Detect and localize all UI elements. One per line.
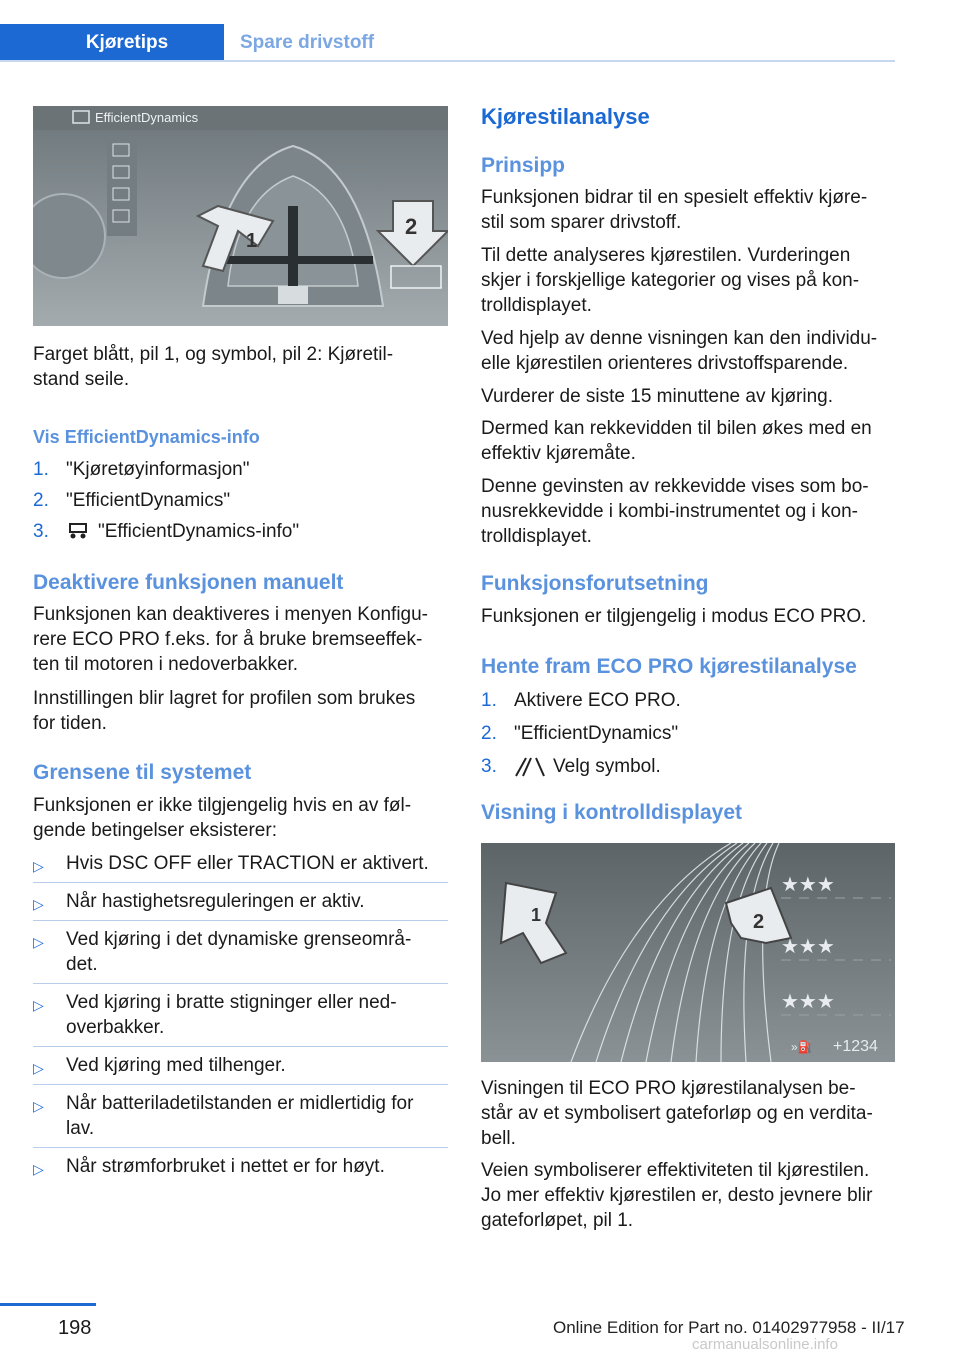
list-item [33,845,448,882]
step-text: "EfficientDynamics" [66,490,231,511]
list-item [481,754,896,787]
text-line: gende betingelser eksisterer: [33,820,277,841]
fetch-steps-list [481,688,896,787]
caption-line: stand seile. [33,369,130,390]
triangle-bullet-icon: ▷ [33,858,44,874]
text-line: Når strømforbruket i nettet er for høyt. [66,1156,385,1177]
list-item [481,688,896,721]
text-line: Til dette analyseres kjørestilen. Vurderingen [481,245,851,266]
triangle-bullet-icon: ▷ [33,1098,44,1114]
text-line: Hvis DSC OFF eller TRACTION er aktivert. [66,853,429,874]
prinsipp-heading: Prinsipp [481,154,566,177]
text-line: Jo mer effektiv kjørestilen er, desto jevnere blir [481,1185,873,1206]
list-item [33,1047,448,1084]
deactivate-heading: Deaktivere funksjonen manuelt [33,571,344,594]
vis-steps-list [33,457,448,550]
text-line: effektiv kjøremåte. [481,443,636,464]
limits-list [33,845,448,1185]
step-text: "EfficientDynamics" [514,723,679,744]
paragraph [481,416,901,466]
paragraph [481,1158,901,1233]
fuel-pump-icon: »⛽ [791,1040,813,1054]
efficientdynamics-figure [33,106,448,326]
list-item [33,457,448,488]
rating-stars-1: ★★★ [781,874,835,896]
list-item [33,984,448,1046]
text-line: Denne gevinsten av rekkevidde vises som bo- [481,476,869,497]
eco-pro-analysis-figure [481,843,895,1062]
text-line: står av et symbolisert gateforløp og en verdita- [481,1103,873,1124]
text-line: Funksjonen bidrar til en spesielt effektiv kjøre- [481,187,868,208]
fetch-heading: Hente fram ECO PRO kjørestilanalyse [481,655,857,678]
road-symbol-icon [514,756,546,778]
header-divider [0,60,895,62]
arrow1-label: 1 [531,905,542,925]
page-number: 198 [58,1317,92,1339]
watermark: carmanualsonline.info [692,1336,838,1353]
text-line: nusrekkevidde i kombi-instrumentet og i kon- [481,501,859,522]
list-item [33,921,448,983]
paragraph [481,474,901,549]
arrow2-label: 2 [405,214,418,239]
text-line: det. [66,954,98,975]
paragraph [481,384,901,409]
text-line: Funksjonen kan deaktiveres i menyen Konfigu- [33,604,429,625]
footer-bar [0,1303,96,1306]
triangle-bullet-icon: ▷ [33,1060,44,1076]
main-heading: Kjørestilanalyse [481,104,650,129]
rating-stars-3: ★★★ [781,991,835,1013]
text-line: bell. [481,1128,516,1149]
text-line: trolldisplayet. [481,295,592,316]
limits-heading: Grensene til systemet [33,761,252,784]
arrow1-label: 1 [246,230,258,252]
step-text: "EfficientDynamics-info" [98,521,300,542]
step-number: 1. [481,690,497,711]
page-header [0,24,895,62]
text-line: Visningen til ECO PRO kjørestilanalysen be- [481,1078,856,1099]
deactivate-paragraph-2 [33,686,453,736]
step-number: 1. [33,459,49,480]
paragraph [481,185,901,235]
text-line: stil som sparer drivstoff. [481,212,682,233]
bonus-range-value: +1234 [833,1038,878,1055]
list-item [481,721,896,754]
text-line: Funksjonen er tilgjengelig i modus ECO PRO. [481,606,867,627]
list-item [33,1148,448,1185]
step-number: 3. [33,521,49,542]
step-text: "Kjøretøyinformasjon" [66,459,250,480]
text-line: for tiden. [33,713,107,734]
paragraph [481,326,901,376]
figure-title: EfficientDynamics [95,110,199,125]
paragraph [481,1076,901,1151]
paragraph [481,243,901,318]
eco-pro-analysis-illustration [481,843,895,1062]
triangle-bullet-icon: ▷ [33,1161,44,1177]
text-line: Funksjonen er ikke tilgjengelig hvis en av føl- [33,795,412,816]
text-line: rere ECO PRO f.eks. for å bruke bremseeffek- [33,629,423,650]
caption-line: Farget blått, pil 1, og symbol, pil 2: Kjøretil- [33,344,394,365]
paragraph [481,604,901,629]
step-text: Aktivere ECO PRO. [514,690,681,711]
text-line: trolldisplayet. [481,526,592,547]
tab-spare-drivstoff[interactable]: Spare drivstoff [240,32,375,53]
step-number: 2. [481,723,497,744]
text-line: Ved kjøring i bratte stigninger eller ned- [66,992,397,1013]
text-line: Dermed kan rekkevidden til bilen økes med en [481,418,872,439]
step-text: Velg symbol. [553,756,661,777]
figure-caption [33,342,448,392]
list-item [33,519,448,550]
text-line: Når hastighetsreguleringen er aktiv. [66,891,365,912]
text-line: lav. [66,1118,95,1139]
text-line: Veien symboliserer effektiviteten til kjørestilen. [481,1160,870,1181]
text-line: Ved kjøring med tilhenger. [66,1055,286,1076]
list-item [33,1085,448,1147]
triangle-bullet-icon: ▷ [33,997,44,1013]
triangle-bullet-icon: ▷ [33,896,44,912]
vehicle-info-icon [66,522,90,540]
text-line: Ved kjøring i det dynamiske grenseområ- [66,929,412,950]
triangle-bullet-icon: ▷ [33,934,44,950]
text-line: overbakker. [66,1017,165,1038]
text-line: Innstillingen blir lagret for profilen som brukes [33,688,416,709]
rating-stars-2: ★★★ [781,936,835,958]
limits-intro [33,793,453,843]
text-line: ten til motoren i nedoverbakker. [33,654,299,675]
tab-kjoretips[interactable]: Kjøretips [0,24,224,62]
list-item [33,488,448,519]
efficientdynamics-illustration [33,106,448,326]
text-line: Vurderer de siste 15 minuttene av kjøring. [481,386,834,407]
display-heading: Visning i kontrolldisplayet [481,801,742,824]
text-line: skjer i forskjellige kategorier og vises på kon- [481,270,860,291]
step-number: 3. [481,756,497,777]
step-number: 2. [33,490,49,511]
text-line: Ved hjelp av denne visningen kan den individu- [481,328,878,349]
text-line: Når batteriladetilstanden er midlertidig for [66,1093,414,1114]
list-item [33,883,448,920]
func-heading: Funksjonsforutsetning [481,572,709,595]
deactivate-paragraph [33,602,453,677]
text-line: elle kjørestilen orienteres drivstoffsparende. [481,353,849,374]
vis-heading: Vis EfficientDynamics-info [33,427,260,447]
edition-text: Online Edition for Part no. 01402977958 - II/17 [553,1318,905,1337]
text-line: gateforløpet, pil 1. [481,1210,634,1231]
arrow2-label: 2 [753,911,765,933]
